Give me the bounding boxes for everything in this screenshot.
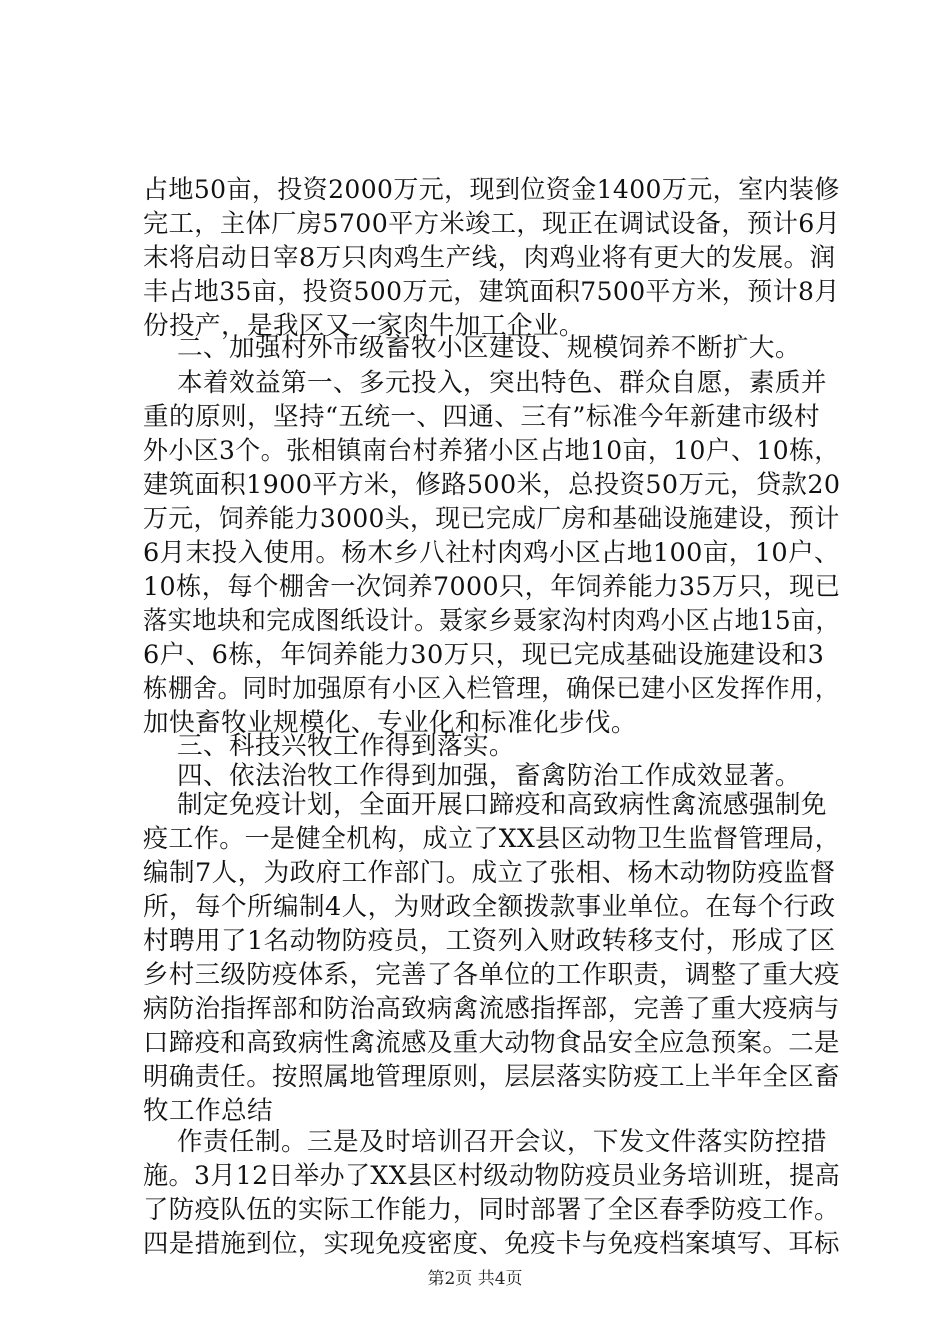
paragraph-line: 村聘用了1名动物防疫员，工资列入财政转移支付，形成了区 <box>143 926 836 956</box>
paragraph-line: 万元，饲养能力3000头，现已完成厂房和基础设施建设，预计 <box>143 504 840 534</box>
paragraph-line: 10栋，每个棚舍一次饲养7000只，年饲养能力35万只，现已 <box>143 572 841 602</box>
paragraph-line: 明确责任。按照属地管理原则，层层落实防疫工上半年全区畜 <box>143 1062 840 1092</box>
paragraph-line: 牧工作总结 <box>143 1096 273 1126</box>
paragraph-line: 作责任制。三是及时培训召开会议，下发文件落实防控措 <box>177 1127 827 1157</box>
paragraph-line: 所，每个所编制4人，为财政全额拨款事业单位。在每个行政 <box>143 892 836 922</box>
paragraph-line: 6户、6栋，年饲养能力30万只，现已完成基础设施建设和3 <box>143 640 825 670</box>
paragraph-line: 末将启动日宰8万只肉鸡生产线，肉鸡业将有更大的发展。润 <box>143 243 836 273</box>
paragraph-line: 丰占地35亩，投资500万元，建筑面积7500平方米，预计8月 <box>143 277 840 307</box>
paragraph-line: 四是措施到位，实现免疫密度、免疫卡与免疫档案填写、耳标 <box>143 1229 840 1259</box>
section-heading: 二、加强村外市级畜牧小区建设、规模饲养不断扩大。 <box>177 333 801 363</box>
paragraph-line: 本着效益第一、多元投入，突出特色、群众自愿，素质并 <box>177 368 827 398</box>
paragraph-line: 落实地块和完成图纸设计。聂家乡聂家沟村肉鸡小区占地15亩， <box>143 606 841 636</box>
paragraph-line: 乡村三级防疫体系，完善了各单位的工作职责，调整了重大疫 <box>143 960 840 990</box>
paragraph-line: 占地50亩，投资2000万元，现到位资金1400万元，室内装修 <box>143 175 840 205</box>
section-heading: 三、科技兴牧工作得到落实。 <box>177 731 515 761</box>
paragraph-line: 外小区3个。张相镇南台村养猪小区占地10亩，10户、10栋， <box>143 436 840 466</box>
page-number-footer: 第2页 共4页 <box>427 1269 523 1289</box>
paragraph-line: 重的原则，坚持“五统一、四通、三有”标准今年新建市级村 <box>143 402 820 432</box>
paragraph-line: 口蹄疫和高致病性禽流感及重大动物食品安全应急预案。二是 <box>143 1028 840 1058</box>
paragraph-line: 编制7人，为政府工作部门。成立了张相、杨木动物防疫监督 <box>143 858 836 888</box>
paragraph-line: 加快畜牧业规模化、专业化和标准化步伐。 <box>143 708 637 738</box>
paragraph-line: 病防治指挥部和防治高致病禽流感指挥部，完善了重大疫病与 <box>143 994 840 1024</box>
section-heading: 四、依法治牧工作得到加强，畜禽防治工作成效显著。 <box>177 761 801 791</box>
paragraph-line: 疫工作。一是健全机构，成立了XX县区动物卫生监督管理局， <box>143 824 841 854</box>
paragraph-line: 了防疫队伍的实际工作能力，同时部署了全区春季防疫工作。 <box>143 1195 840 1225</box>
paragraph-line: 栋棚舍。同时加强原有小区入栏管理，确保已建小区发挥作用， <box>143 674 840 704</box>
paragraph-line: 建筑面积1900平方米，修路500米，总投资50万元，贷款20 <box>143 470 841 500</box>
paragraph-line: 6月末投入使用。杨木乡八社村肉鸡小区占地100亩，10户、 <box>143 538 840 568</box>
paragraph-line: 施。3月12日举办了XX县区村级动物防疫员业务培训班，提高 <box>143 1161 841 1191</box>
paragraph-line: 份投产，是我区又一家肉牛加工企业。 <box>143 311 585 341</box>
paragraph-line: 完工，主体厂房5700平方米竣工，现正在调试设备，预计6月 <box>143 209 841 239</box>
paragraph-line: 制定免疫计划，全面开展口蹄疫和高致病性禽流感强制免 <box>177 790 827 820</box>
